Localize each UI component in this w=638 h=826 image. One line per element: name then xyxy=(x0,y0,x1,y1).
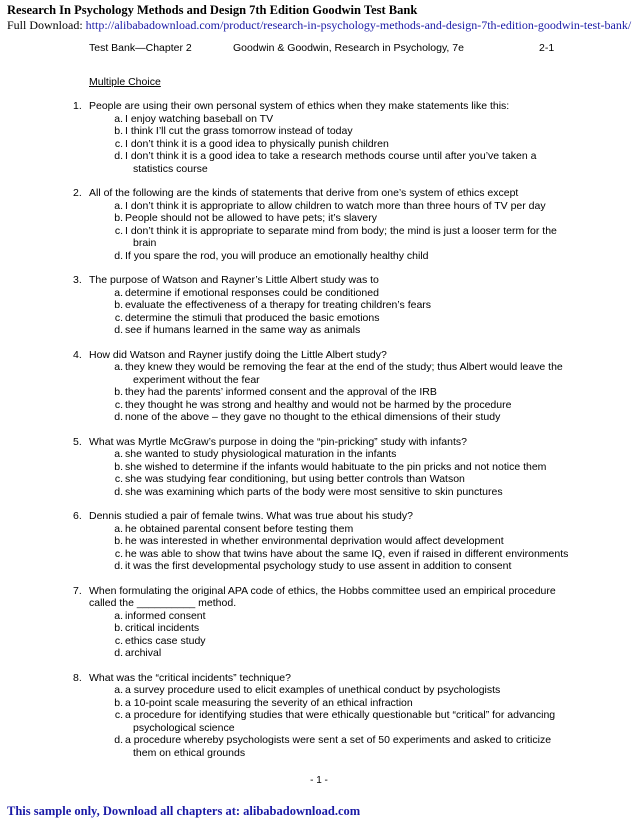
option-text: they knew they would be removing the fear at the end of the study; thus Albert would leave the xyxy=(125,361,563,373)
question-stem xyxy=(73,349,573,362)
option-letter: a. xyxy=(114,609,123,622)
option-text: a procedure whereby psychologists were sent a set of 50 experiments and asked to criticize xyxy=(125,734,552,746)
option-text-wrap xyxy=(125,709,573,734)
option-text: If you spare the rod, you will produce an emotionally healthy child xyxy=(125,249,429,262)
option-letter: c. xyxy=(114,473,123,485)
answer-option xyxy=(113,411,573,424)
question-text: People are using their own personal system of ethics when they make statements like this: xyxy=(89,100,510,112)
question-number: 4. xyxy=(73,348,82,361)
option-text: I think I’ll cut the grass tomorrow instead of today xyxy=(125,125,353,137)
option-text: determine the stimuli that produced the basic emotions xyxy=(125,311,380,324)
question-number: 6. xyxy=(73,510,82,522)
option-letter: c. xyxy=(114,709,123,721)
answer-option xyxy=(113,113,573,126)
section-title: Multiple Choice xyxy=(89,76,161,88)
banner-download-line xyxy=(7,18,635,33)
option-text-wrap xyxy=(125,250,573,263)
option-text-wrap xyxy=(125,399,573,412)
question-number: 7. xyxy=(73,584,82,597)
option-letter: b. xyxy=(114,125,123,137)
answer-option xyxy=(113,697,573,710)
answer-option xyxy=(113,125,573,138)
answer-option xyxy=(113,299,573,312)
footer-banner[interactable]: This sample only, Download all chapters at: alibabadownload.com xyxy=(7,804,361,818)
question-text: All of the following are the kinds of statements that derive from one’s system of ethics except xyxy=(89,187,519,199)
option-text: informed consent xyxy=(125,609,206,622)
option-letter: a. xyxy=(114,286,123,299)
option-text-wrap xyxy=(125,635,573,648)
question-3 xyxy=(73,274,573,337)
answer-option xyxy=(113,461,573,474)
option-text-wrap xyxy=(125,647,573,660)
option-text: he was interested in whether environmental deprivation would affect development xyxy=(125,535,504,547)
option-text: I don’t think it is a good idea to physically punish children xyxy=(125,137,389,150)
option-text: a procedure for identifying studies that were ethically questionable but “critical” for advancing xyxy=(125,709,556,721)
answer-option xyxy=(113,734,573,759)
question-number: 2. xyxy=(73,187,82,199)
option-text-wrap xyxy=(125,560,573,573)
option-letter: d. xyxy=(114,734,123,746)
option-letter: c. xyxy=(114,634,123,647)
option-letter: a. xyxy=(114,522,123,535)
option-text: critical incidents xyxy=(125,622,200,634)
answer-option xyxy=(113,622,573,635)
option-text: I don’t think it is appropriate to separate mind from body; the mind is just a looser term for the xyxy=(125,224,557,237)
option-letter: d. xyxy=(114,560,123,572)
option-text: a survey procedure used to elicit examples of unethical conduct by psychologists xyxy=(125,684,501,696)
option-text-wrap xyxy=(125,610,573,623)
option-text-wrap xyxy=(125,212,573,225)
option-letter: d. xyxy=(114,485,123,498)
option-text-wrap xyxy=(125,150,573,175)
option-text: archival xyxy=(125,647,162,659)
question-2 xyxy=(73,187,573,262)
option-text-wrap xyxy=(125,324,573,337)
answer-options xyxy=(113,523,573,573)
option-text-wrap xyxy=(125,386,573,399)
option-text-wrap xyxy=(125,535,573,548)
question-text: The purpose of Watson and Rayner’s Little Albert study was to xyxy=(89,274,379,286)
question-text: Dennis studied a pair of female twins. What was true about his study? xyxy=(89,510,413,522)
option-text-wrap xyxy=(125,411,573,424)
answer-option xyxy=(113,361,573,386)
answer-option xyxy=(113,399,573,412)
question-text: When formulating the original APA code of ethics, the Hobbs committee used an empirical procedure called the __________ method. xyxy=(89,584,556,609)
question-7 xyxy=(73,585,573,660)
option-text-wrap xyxy=(125,361,573,386)
option-text: she wished to determine if the infants would habituate to the pin pricks and not notice them xyxy=(125,460,547,473)
question-number: 1. xyxy=(73,100,82,112)
question-stem xyxy=(73,274,573,287)
option-text-wrap xyxy=(125,113,573,126)
download-banner xyxy=(7,3,635,33)
answer-options xyxy=(113,200,573,263)
running-header-center: Goodwin & Goodwin, Research in Psychology, 7e xyxy=(233,42,464,54)
question-text: What was Myrtle McGraw’s purpose in doing the “pin-pricking” study with infants? xyxy=(89,435,467,448)
option-letter: c. xyxy=(114,224,123,237)
option-text-wrap xyxy=(125,548,573,561)
option-letter: c. xyxy=(114,398,123,411)
option-letter: b. xyxy=(114,696,123,709)
option-letter: c. xyxy=(114,547,123,560)
question-8 xyxy=(73,672,573,760)
answer-option xyxy=(113,250,573,263)
answer-option xyxy=(113,684,573,697)
option-letter: b. xyxy=(114,622,123,634)
answer-option xyxy=(113,312,573,325)
option-text-wrap xyxy=(125,138,573,151)
answer-option xyxy=(113,386,573,399)
option-text: I don’t think it is appropriate to allow children to watch more than three hours of TV per day xyxy=(125,199,546,212)
answer-options xyxy=(113,113,573,176)
option-text: determine if emotional responses could be conditioned xyxy=(125,286,379,299)
question-stem xyxy=(73,672,573,685)
option-letter: b. xyxy=(114,299,123,311)
question-1 xyxy=(73,100,573,175)
option-text-continuation: psychological science xyxy=(133,721,235,734)
answer-option xyxy=(113,212,573,225)
option-text: she was studying fear conditioning, but using better controls than Watson xyxy=(125,473,465,485)
option-text: she wanted to study physiological maturation in the infants xyxy=(125,448,397,460)
question-text: What was the “critical incidents” technique? xyxy=(89,671,291,684)
answer-option xyxy=(113,287,573,300)
option-letter: a. xyxy=(114,199,123,212)
option-text: none of the above – they gave no thought to the ethical dimensions of their study xyxy=(125,411,501,423)
option-text-wrap xyxy=(125,312,573,325)
option-text-wrap xyxy=(125,461,573,474)
question-number: 3. xyxy=(73,274,82,286)
option-letter: c. xyxy=(114,137,123,150)
question-stem xyxy=(73,187,573,200)
option-text-wrap xyxy=(125,125,573,138)
option-text-wrap xyxy=(125,200,573,213)
option-text: it was the first developmental psychology study to use assent in addition to consent xyxy=(125,560,512,572)
page-number: - 1 - xyxy=(310,775,328,786)
option-letter: a. xyxy=(114,448,123,460)
answer-options xyxy=(113,684,573,759)
option-text-continuation: experiment without the fear xyxy=(133,373,260,386)
option-text-continuation: brain xyxy=(133,237,157,249)
answer-option xyxy=(113,535,573,548)
option-letter: d. xyxy=(114,647,123,659)
option-text: I don’t think it is a good idea to take a research methods course until after you’ve taken a xyxy=(125,150,537,162)
option-text: he was able to show that twins have about the same IQ, even if raised in different environments xyxy=(125,547,569,560)
question-list xyxy=(73,100,573,771)
answer-option xyxy=(113,225,573,250)
question-6 xyxy=(73,510,573,573)
option-letter: d. xyxy=(114,249,123,262)
answer-option xyxy=(113,150,573,175)
option-text-wrap xyxy=(125,734,573,759)
option-letter: d. xyxy=(114,411,123,423)
option-text: People should not be allowed to have pets; it’s slavery xyxy=(125,212,377,224)
question-4 xyxy=(73,349,573,424)
download-label: Full Download: xyxy=(7,18,86,32)
banner-title: Research In Psychology Methods and Design 7th Edition Goodwin Test Bank xyxy=(7,3,418,17)
option-text-wrap xyxy=(125,486,573,499)
option-text-continuation: statistics course xyxy=(133,162,208,175)
answer-option xyxy=(113,560,573,573)
answer-option xyxy=(113,709,573,734)
answer-option xyxy=(113,610,573,623)
answer-options xyxy=(113,361,573,424)
answer-option xyxy=(113,324,573,337)
answer-option xyxy=(113,486,573,499)
option-text-continuation: them on ethical grounds xyxy=(133,746,246,759)
option-text-wrap xyxy=(125,287,573,300)
question-number: 5. xyxy=(73,435,82,448)
option-text-wrap xyxy=(125,523,573,536)
answer-option xyxy=(113,548,573,561)
option-letter: b. xyxy=(114,460,123,473)
download-link[interactable]: http://alibabadownload.com/product/research-in-psychology-methods-and-design-7th-edition-goodwin-test-bank/ xyxy=(85,18,632,32)
option-text-wrap xyxy=(125,299,573,312)
answer-option xyxy=(113,473,573,486)
option-letter: b. xyxy=(114,535,123,547)
option-text: evaluate the effectiveness of a therapy for treating children’s fears xyxy=(125,299,432,311)
question-stem xyxy=(73,585,573,610)
option-text-wrap xyxy=(125,448,573,461)
answer-options xyxy=(113,610,573,660)
option-letter: b. xyxy=(114,212,123,224)
answer-option xyxy=(113,635,573,648)
question-5 xyxy=(73,436,573,499)
option-text-wrap xyxy=(125,225,573,250)
answer-option xyxy=(113,523,573,536)
option-letter: b. xyxy=(114,386,123,398)
question-text: How did Watson and Rayner justify doing the Little Albert study? xyxy=(89,348,387,361)
option-letter: d. xyxy=(114,150,123,162)
option-letter: a. xyxy=(114,361,123,373)
option-letter: d. xyxy=(114,324,123,336)
answer-option xyxy=(113,647,573,660)
running-header-right: 2-1 xyxy=(539,42,555,54)
option-letter: a. xyxy=(114,684,123,696)
question-stem xyxy=(73,510,573,523)
option-text-wrap xyxy=(125,697,573,710)
question-number: 8. xyxy=(73,671,82,684)
question-stem xyxy=(73,436,573,449)
option-letter: a. xyxy=(114,112,123,125)
option-text: see if humans learned in the same way as animals xyxy=(125,324,361,336)
answer-option xyxy=(113,138,573,151)
running-header-left: Test Bank—Chapter 2 xyxy=(89,42,192,54)
question-stem xyxy=(73,100,573,113)
option-text: she was examining which parts of the body were most sensitive to skin punctures xyxy=(125,485,503,498)
option-text-wrap xyxy=(125,622,573,635)
option-text: I enjoy watching baseball on TV xyxy=(125,112,274,125)
option-text-wrap xyxy=(125,684,573,697)
option-text: ethics case study xyxy=(125,634,206,647)
option-text: they thought he was strong and healthy and would not be harmed by the procedure xyxy=(125,398,512,411)
answer-options xyxy=(113,448,573,498)
option-text: a 10-point scale measuring the severity of an ethical infraction xyxy=(125,696,413,709)
answer-option xyxy=(113,200,573,213)
option-text: he obtained parental consent before testing them xyxy=(125,522,354,535)
option-text-wrap xyxy=(125,473,573,486)
answer-options xyxy=(113,287,573,337)
answer-option xyxy=(113,448,573,461)
option-text: they had the parents’ informed consent and the approval of the IRB xyxy=(125,386,437,398)
option-letter: c. xyxy=(114,311,123,324)
